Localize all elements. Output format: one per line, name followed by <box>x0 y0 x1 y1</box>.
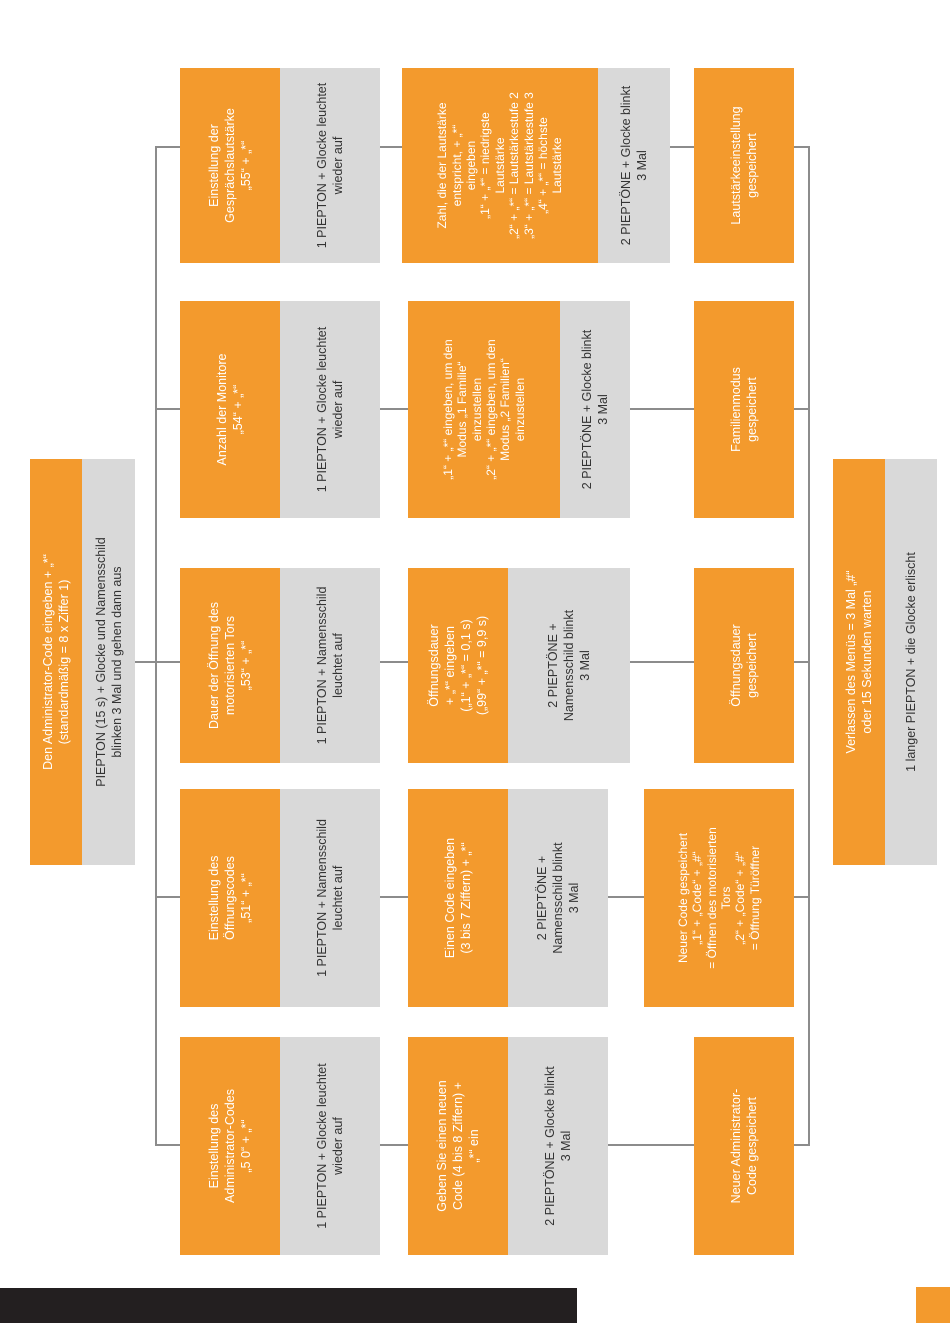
branch-1-feedback: 1 PIEPTON + Glocke leuchtet wieder auf <box>280 1037 380 1255</box>
branch-2-feedback-2: 2 PIEPTÖNE + Namensschild blinkt 3 Mal <box>508 789 608 1007</box>
footer-black-bar <box>0 1288 577 1323</box>
branch-3-result: Öffnungsdauer gespeichert <box>694 568 794 763</box>
result-drop-1 <box>794 1144 809 1146</box>
branch-1-result: Neuer Administrator- Code gespeichert <box>694 1037 794 1255</box>
result-drop-3 <box>794 661 809 663</box>
branch-3-input: Öffnungsdauer + „*“ eingeben („1“ + „*“ = 0,1 s) („99“ + „*“ = 9,9 s) <box>408 568 508 763</box>
branch-drop-2 <box>155 896 180 898</box>
branch-drop-5 <box>155 146 180 148</box>
branch-drop-4 <box>155 408 180 410</box>
branch-2-input: Einen Code eingeben (3 bis 7 Ziffern) + „*“ <box>408 789 508 1007</box>
branch-1-input: Geben Sie einen neuen Code (4 bis 8 Ziffern) + „*“ ein <box>408 1037 508 1255</box>
branch-2-title: Einstellung des Öffnungscodes „51“ + „*“ <box>180 789 280 1007</box>
branch-4-result: Familienmodus gespeichert <box>694 301 794 518</box>
branch-1-title: Einstellung des Administrator-Codes „5 0“ + „*“ <box>180 1037 280 1255</box>
header-spine-line <box>135 661 180 663</box>
header-feedback: PIEPTON (15 s) + Glocke und Namensschild blinken 3 Mal und gehen dann aus <box>82 459 135 865</box>
connector-4b <box>630 408 694 410</box>
branch-5-title: Einstellung der Gesprächslautstärke „55“ + „*“ <box>180 68 280 263</box>
connector-2a <box>380 896 408 898</box>
result-drop-2 <box>794 896 809 898</box>
branch-3-feedback-2: 2 PIEPTÖNE + Namensschild blinkt 3 Mal <box>508 568 630 763</box>
connector-1a <box>380 1144 408 1146</box>
branch-4-title: Anzahl der Monitore „54“ + „*“ <box>180 301 280 518</box>
branch-2-result: Neuer Code gespeichert „1“ + „Code“ + „#“ = Öffnen des motorisierten Tors „2“ + „Code“ + „#“ = Öffnung Türöffner <box>644 789 794 1007</box>
connector-1b <box>608 1144 694 1146</box>
branch-drop-1 <box>155 1144 180 1146</box>
branch-4-input: „1“ + „*“ eingeben, um den Modus „1 Familie“ einzustellen „2“ + „*“ eingeben, um den Modus „2 Familien“ einzustellen <box>408 301 560 518</box>
branch-3-feedback: 1 PIEPTON + Namensschild leuchtet auf <box>280 568 380 763</box>
branch-4-feedback: 1 PIEPTON + Glocke leuchtet wieder auf <box>280 301 380 518</box>
top-bus-line <box>155 146 157 1146</box>
header-title: Den Administrator-Code eingeben + „*“ (standardmäßig = 8 x Ziffer 1) <box>30 459 82 865</box>
result-drop-4 <box>794 408 809 410</box>
branch-1-feedback-2: 2 PIEPTÖNE + Glocke blinkt 3 Mal <box>508 1037 608 1255</box>
connector-5b <box>670 146 694 148</box>
page-corner-tab <box>916 1287 950 1323</box>
exit-feedback-box: 1 langer PIEPTON + die Glocke erlischt <box>885 459 937 865</box>
result-drop-5 <box>794 146 809 148</box>
branch-4-feedback-2: 2 PIEPTÖNE + Glocke blinkt 3 Mal <box>560 301 630 518</box>
connector-4a <box>380 408 408 410</box>
branch-3-title: Dauer der Öffnung des motorisierten Tors „53“ + „*“ <box>180 568 280 763</box>
branch-5-feedback-2: 2 PIEPTÖNE + Glocke blinkt 3 Mal <box>598 68 670 263</box>
branch-2-feedback: 1 PIEPTON + Namensschild leuchtet auf <box>280 789 380 1007</box>
branch-5-result: Lautstärkeeinstellung gespeichert <box>694 68 794 263</box>
exit-menu-box: Verlassen des Menüs = 3 Mal „#“ oder 15 Sekunden warten <box>833 459 885 865</box>
connector-3a <box>380 661 408 663</box>
bottom-bus-line <box>808 146 810 1146</box>
branch-5-feedback: 1 PIEPTON + Glocke leuchtet wieder auf <box>280 68 380 263</box>
branch-5-input: Zahl, die der Lautstärke entspricht, + „*“ eingeben „1“ + „*“ = niedrigste Lautstärke „2“ + „*“ = Lautstärkestufe 2 „3“ + „*“ = Lautstärkestufe 3 „4“ + „*“ = höchste Lautstärke <box>402 68 598 263</box>
connector-3b <box>630 661 694 663</box>
